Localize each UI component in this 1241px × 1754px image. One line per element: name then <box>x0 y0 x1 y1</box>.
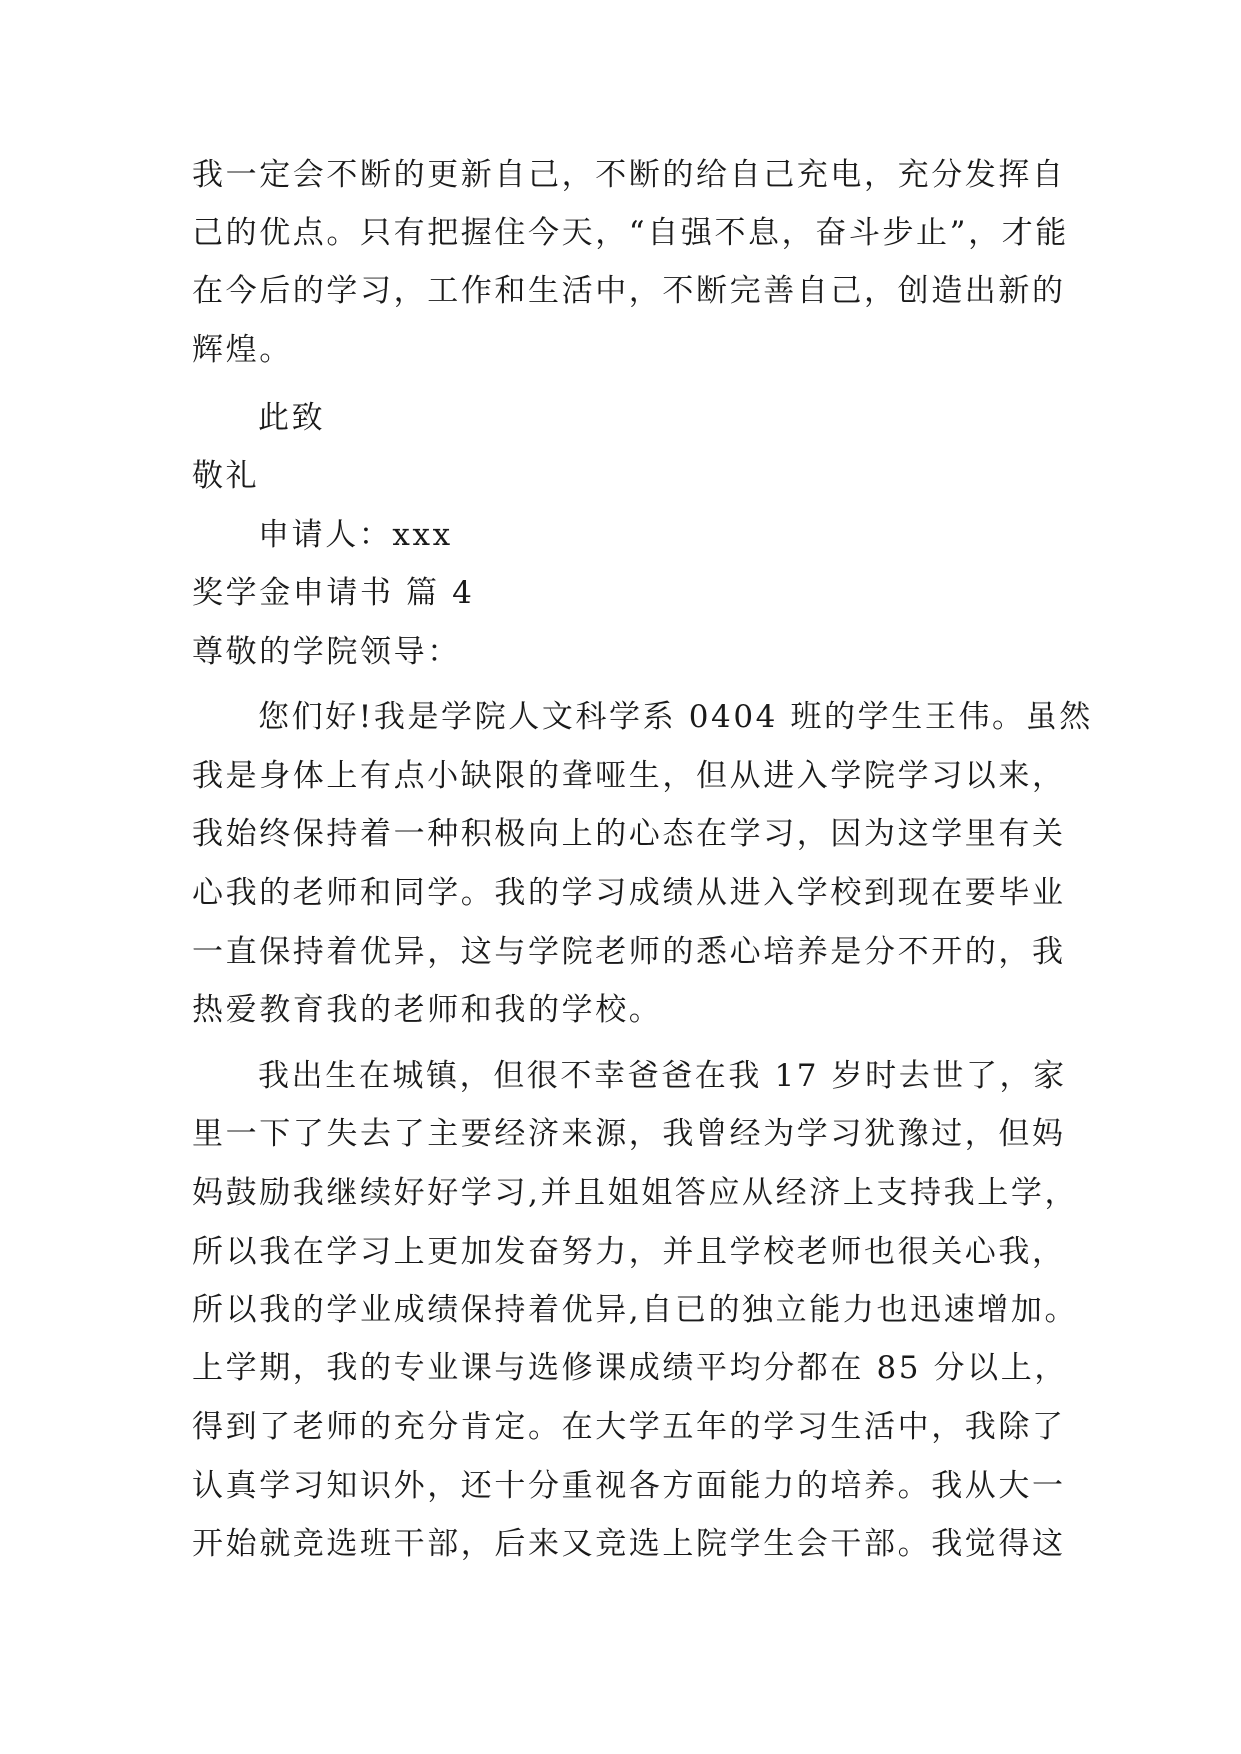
paragraph-line: 您们好!我是学院人文科学系 0404 班的学生王伟。虽然 <box>258 699 1093 735</box>
paragraph-line: 得到了老师的充分肯定。在大学五年的学习生活中，我除了 <box>192 1409 1066 1445</box>
paragraph-line: 一直保持着优异，这与学院老师的悉心培养是分不开的，我 <box>192 934 1066 970</box>
paragraph-line: 所以我在学习上更加发奋努力，并且学校老师也很关心我， <box>192 1234 1066 1270</box>
paragraph-line: 开始就竞选班干部，后来又竞选上院学生会干部。我觉得这 <box>192 1526 1066 1562</box>
closing-salutation: 此致 <box>258 400 326 436</box>
paragraph-line: 所以我的学业成绩保持着优异,自已的独立能力也迅速增加。 <box>192 1292 1079 1328</box>
paragraph-line: 里一下了失去了主要经济来源，我曾经为学习犹豫过，但妈 <box>192 1116 1066 1152</box>
paragraph-line: 在今后的学习，工作和生活中，不断完善自己，创造出新的 <box>192 273 1066 309</box>
applicant-signature: 申请人：xxx <box>258 517 453 553</box>
paragraph-line: 上学期，我的专业课与选修课成绩平均分都在 85 分以上， <box>192 1350 1068 1386</box>
paragraph-line: 我是身体上有点小缺限的聋哑生，但从进入学院学习以来， <box>192 758 1066 794</box>
paragraph-line: 我一定会不断的更新自己，不断的给自己充电，充分发挥自 <box>192 157 1066 193</box>
paragraph-line: 己的优点。只有把握住今天，“自强不息，奋斗步止”，才能 <box>192 215 1069 251</box>
paragraph-line: 我始终保持着一种积极向上的心态在学习，因为这学里有关 <box>192 816 1066 852</box>
closing-respect: 敬礼 <box>192 458 260 494</box>
letter-greeting: 尊敬的学院领导： <box>192 634 461 670</box>
paragraph-line: 妈鼓励我继续好好学习,并且姐姐答应从经济上支持我上学， <box>192 1175 1079 1211</box>
paragraph-line: 认真学习知识外，还十分重视各方面能力的培养。我从大一 <box>192 1468 1066 1504</box>
paragraph-line: 辉煌。 <box>192 332 293 368</box>
paragraph-line: 心我的老师和同学。我的学习成绩从进入学校到现在要毕业 <box>192 875 1066 911</box>
paragraph-line: 我出生在城镇，但很不幸爸爸在我 17 岁时去世了，家 <box>258 1058 1067 1094</box>
section-heading: 奖学金申请书 篇 4 <box>192 575 475 611</box>
paragraph-line: 热爱教育我的老师和我的学校。 <box>192 992 663 1028</box>
